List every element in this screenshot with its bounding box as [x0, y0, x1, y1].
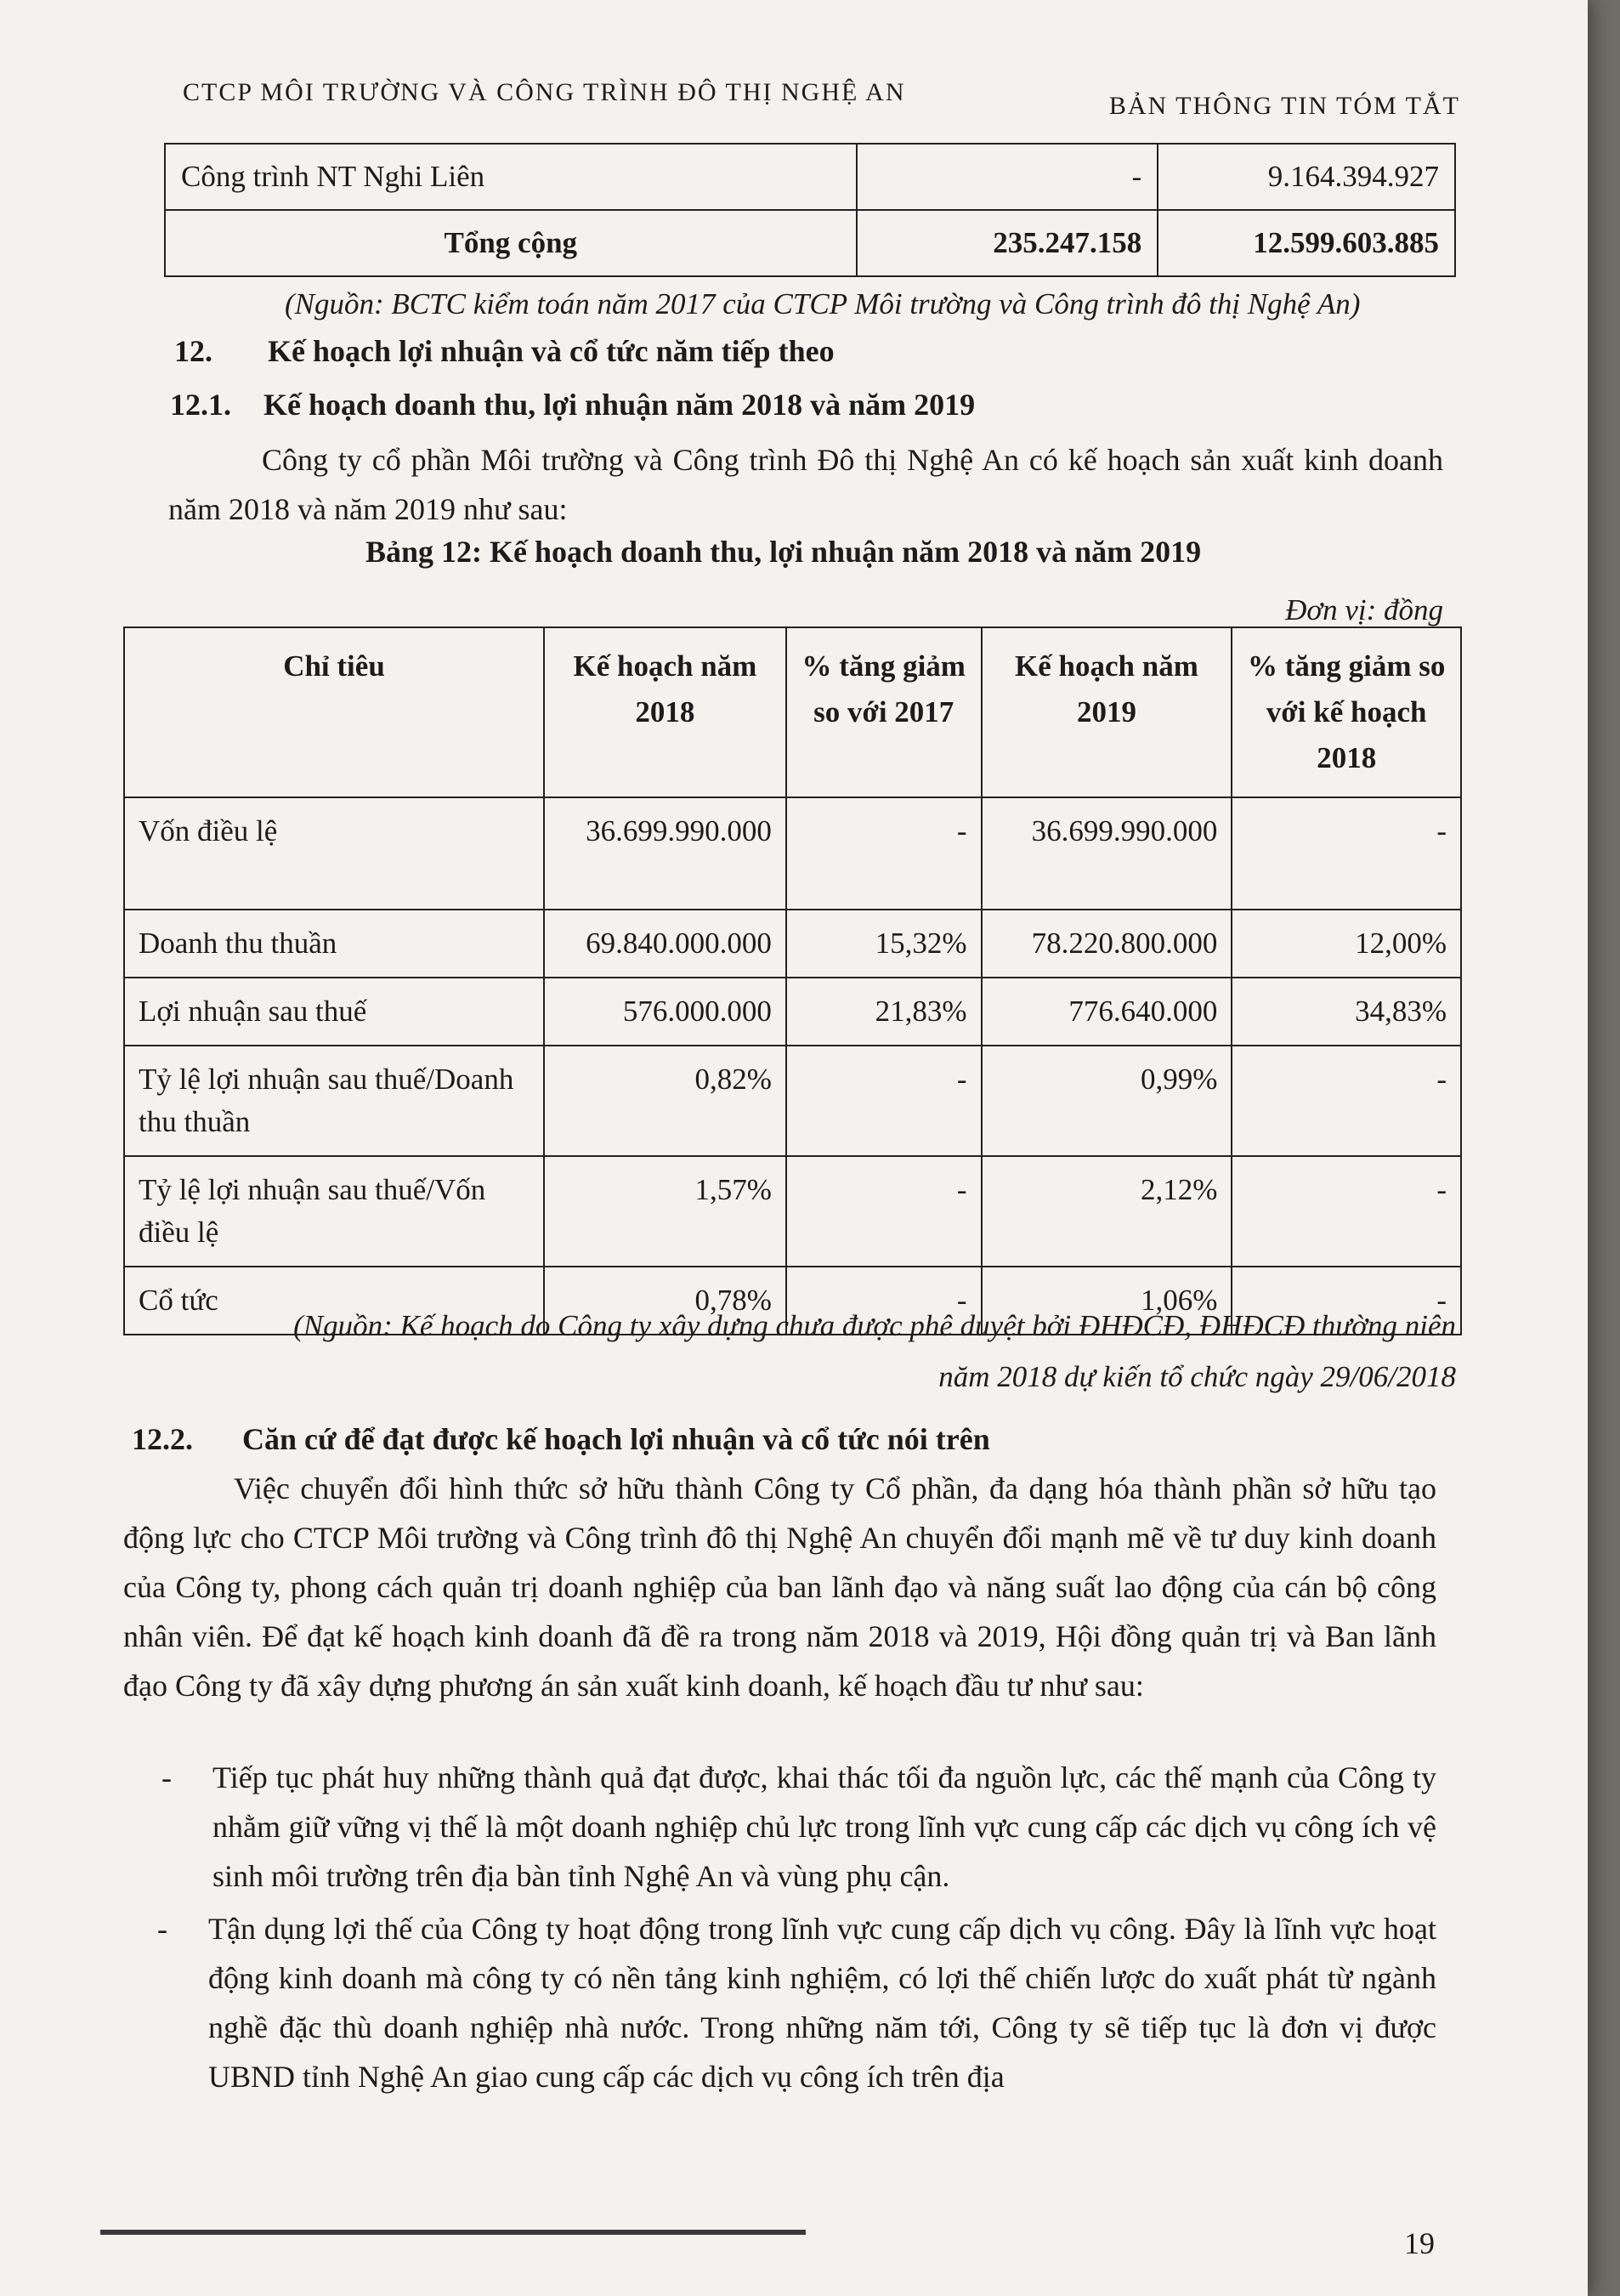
table-cell: 12,00% — [1232, 910, 1461, 978]
bullet-item — [157, 1904, 1436, 2101]
table-cell: 15,32% — [786, 910, 982, 978]
table-cell: Công trình NT Nghi Liên — [165, 144, 857, 210]
section-title: Căn cứ để đạt được kế hoạch lợi nhuận và cổ tức nói trên — [242, 1422, 990, 1456]
table-cell: Tổng cộng — [165, 210, 857, 276]
column-header: Kế hoạch năm 2019 — [982, 627, 1232, 797]
section-number: 12.2. — [132, 1422, 193, 1456]
section-12-2-paragraph: Việc chuyển đổi hình thức sở hữu thành Công ty Cổ phần, đa dạng hóa thành phần sở hữu tạo động lực cho CTCP Môi trường và Công trình đô thị Nghệ An chuyển đổi mạnh mẽ về tư duy kinh doanh của Công ty, phong cách quản trị doanh nghiệp của ban lãnh đạo và năng suất lao động của cán bộ công nhân viên. Để đạt kế hoạch kinh doanh đã đề ra trong năm 2018 và 2019, Hội đồng quản trị và Ban lãnh đạo Công ty đã xây dựng phương án sản xuất kinh doanh, kế hoạch đầu tư như sau: — [123, 1471, 1436, 1703]
bullet-text: Tận dụng lợi thế của Công ty hoạt động trong lĩnh vực cung cấp dịch vụ công. Đây là lĩnh vực hoạt động kinh doanh mà công ty có nền tảng kinh nghiệm, có lợi thế chiến lược do xuất phát từ ngành nghề đặc thù doanh nghiệp nhà nước. Trong những năm tới, Công ty sẽ tiếp tục là đơn vị được UBND tỉnh Nghệ An giao cung cấp các dịch vụ công ích trên địa — [208, 1912, 1436, 2094]
table-cell: 1,57% — [544, 1156, 786, 1267]
table-cell: 36.699.990.000 — [544, 797, 786, 910]
table-cell: - — [786, 1156, 982, 1267]
bullet-dash: - — [157, 1912, 167, 1946]
top-table — [164, 143, 1456, 277]
table-row — [124, 797, 1461, 910]
bullet-item — [161, 1753, 1436, 1901]
table-cell: Doanh thu thuần — [124, 910, 544, 978]
table-cell: Lợi nhuận sau thuế — [124, 978, 544, 1046]
table-cell: 9.164.394.927 — [1158, 144, 1455, 210]
section-title: Kế hoạch lợi nhuận và cổ tức năm tiếp theo — [268, 334, 835, 368]
table-cell: - — [857, 144, 1158, 210]
table-cell: 776.640.000 — [982, 978, 1232, 1046]
table-cell: Cổ tức — [124, 1267, 544, 1335]
section-title: Kế hoạch doanh thu, lợi nhuận năm 2018 và năm 2019 — [263, 388, 976, 422]
table-cell: - — [786, 1046, 982, 1156]
table-cell: 1,06% — [982, 1267, 1232, 1335]
section-12-2-heading — [132, 1421, 990, 1457]
table-12-source — [293, 1301, 1456, 1403]
table-cell: 0,78% — [544, 1267, 786, 1335]
section-12-heading — [174, 333, 835, 369]
column-header: % tăng giảm so với kế hoạch 2018 — [1232, 627, 1461, 797]
table-cell: - — [786, 797, 982, 910]
section-number: 12.1. — [170, 388, 231, 422]
column-header: Chỉ tiêu — [124, 627, 544, 797]
table-cell: 34,83% — [1232, 978, 1461, 1046]
column-header: Kế hoạch năm 2018 — [544, 627, 786, 797]
table-header-row — [124, 627, 1461, 797]
section-12-1-paragraph: Công ty cổ phần Môi trường và Công trình Đô thị Nghệ An có kế hoạch sản xuất kinh doanh năm 2018 và năm 2019 như sau: — [168, 443, 1443, 526]
top-table-source: (Nguồn: BCTC kiểm toán năm 2017 của CTCP Môi trường và Công trình đô thị Nghệ An) — [285, 287, 1361, 320]
table-cell: - — [786, 1267, 982, 1335]
table-12-caption: Bảng 12: Kế hoạch doanh thu, lợi nhuận năm 2018 và năm 2019 — [365, 535, 1202, 569]
table-cell: 36.699.990.000 — [982, 797, 1232, 910]
table-cell: Vốn điều lệ — [124, 797, 544, 910]
table-row — [124, 910, 1461, 978]
header-doc-title: BẢN THÔNG TIN TÓM TẮT — [1108, 92, 1460, 120]
table-cell: - — [1232, 1267, 1461, 1335]
section-12-1-heading — [170, 387, 975, 422]
table-cell: 0,82% — [544, 1046, 786, 1156]
table-12-unit: Đơn vị: đồng — [1285, 593, 1443, 626]
table-cell: 0,99% — [982, 1046, 1232, 1156]
table-cell: 576.000.000 — [544, 978, 786, 1046]
page-number: 19 — [1404, 2226, 1435, 2260]
table-12 — [123, 626, 1462, 1335]
section-number: 12. — [174, 334, 212, 368]
table-cell: 12.599.603.885 — [1158, 210, 1455, 276]
table-cell: 21,83% — [786, 978, 982, 1046]
bullet-dash: - — [161, 1760, 172, 1794]
table-row — [165, 210, 1455, 276]
table-row — [124, 978, 1461, 1046]
source-line: năm 2018 dự kiến tổ chức ngày 29/06/2018 — [938, 1360, 1456, 1393]
table-row — [124, 1156, 1461, 1267]
column-header: % tăng giảm so với 2017 — [786, 627, 982, 797]
table-cell: Tỷ lệ lợi nhuận sau thuế/Doanh thu thuần — [124, 1046, 544, 1156]
table-cell: 2,12% — [982, 1156, 1232, 1267]
bullet-text: Tiếp tục phát huy những thành quả đạt được, khai thác tối đa nguồn lực, các thế mạnh của Công ty nhằm giữ vững vị thế là một doanh nghiệp chủ lực trong lĩnh vực cung cấp các dịch vụ công ích vệ sinh môi trường trên địa bàn tỉnh Nghệ An và vùng phụ cận. — [212, 1760, 1436, 1893]
source-line: (Nguồn: Kế hoạch do Công ty xây dựng chưa được phê duyệt bởi ĐHĐCĐ, ĐHĐCĐ thường niên — [293, 1309, 1456, 1342]
table-cell: 78.220.800.000 — [982, 910, 1232, 978]
table-row — [165, 144, 1455, 210]
table-cell: Tỷ lệ lợi nhuận sau thuế/Vốn điều lệ — [124, 1156, 544, 1267]
table-cell: 235.247.158 — [857, 210, 1158, 276]
header-company-name: CTCP MÔI TRƯỜNG VÀ CÔNG TRÌNH ĐÔ THỊ NGHỆ AN — [183, 78, 906, 106]
table-cell: 69.840.000.000 — [544, 910, 786, 978]
table-cell: - — [1232, 797, 1461, 910]
table-cell: - — [1232, 1156, 1461, 1267]
footer-divider — [100, 2230, 806, 2235]
table-cell: - — [1232, 1046, 1461, 1156]
table-row — [124, 1046, 1461, 1156]
